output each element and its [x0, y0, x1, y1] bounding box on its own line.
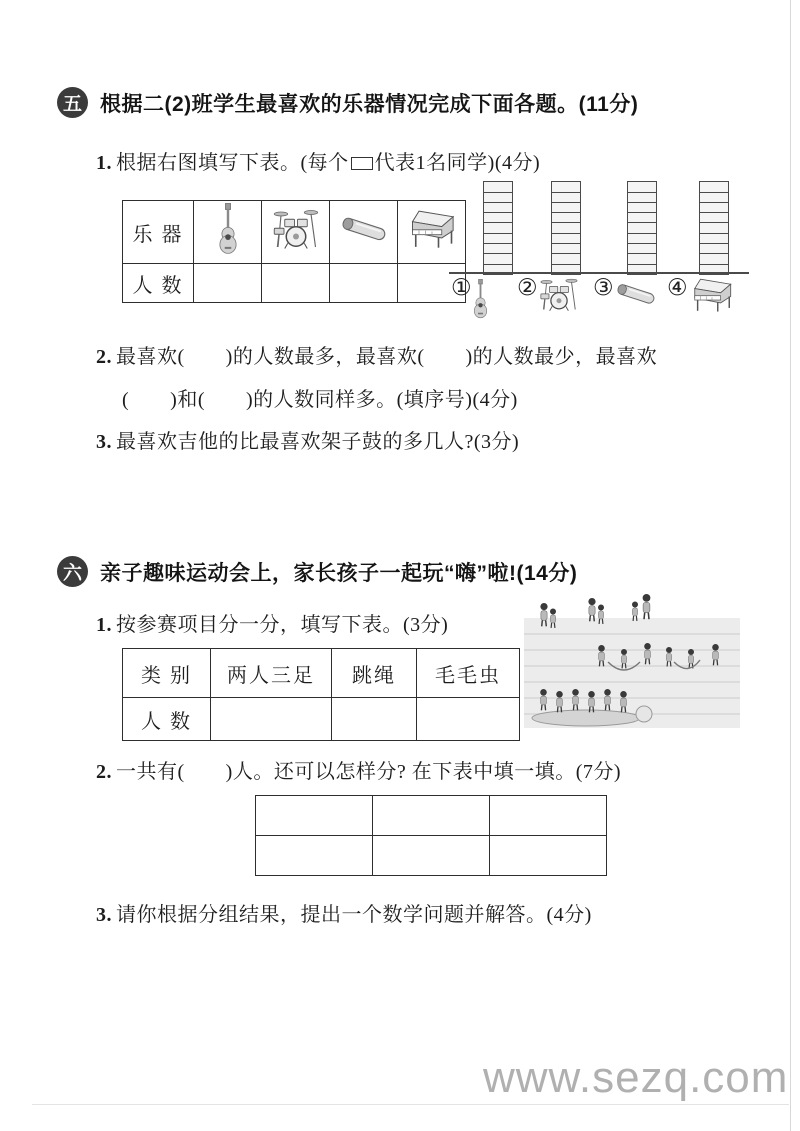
section-five-header [57, 87, 638, 118]
chart-column-piano [699, 181, 729, 274]
instrument-cell-guitar [194, 201, 262, 264]
pictograph-chart [451, 178, 755, 318]
instrument-cell-drum-kit [262, 201, 330, 264]
answer-cell [256, 836, 373, 876]
question-number: 1. [96, 152, 112, 174]
drum-kit-icon [272, 207, 320, 251]
answer-cell [373, 796, 490, 836]
section6-question2 [96, 755, 621, 784]
guitar-icon [473, 279, 488, 319]
question-number: 2. [96, 346, 112, 368]
section-five-title: 根据二(2)班学生最喜欢的乐器情况完成下面各题。(11分) [100, 92, 639, 116]
section5-question3 [96, 425, 519, 454]
question-text: 按参赛项目分一分，填写下表。(3分) [116, 614, 449, 636]
section5-question1 [96, 146, 540, 175]
piano-icon [689, 277, 735, 313]
answer-cell [262, 264, 330, 303]
question-number: 2. [96, 761, 112, 783]
question-text: 最喜欢( )的人数最多，最喜欢( )的人数最少，最喜欢 [116, 346, 658, 368]
chart-label-flute [593, 277, 657, 307]
section6-question1 [96, 608, 448, 637]
circled-number-2: ② [517, 275, 538, 301]
question-number: 1. [96, 614, 112, 636]
circled-number-1: ① [451, 275, 472, 301]
answer-cell [490, 836, 607, 876]
parent-child-games-illustration [524, 592, 740, 732]
circled-number-3: ③ [593, 275, 614, 301]
instrument-cell-flute [330, 201, 398, 264]
circled-number-4: ④ [667, 275, 688, 301]
question-text: 最喜欢吉他的比最喜欢架子鼓的多几人?(3分) [116, 431, 520, 453]
table-header-count: 人 数 [123, 698, 211, 741]
section-six-header [57, 556, 577, 587]
answer-cell [490, 796, 607, 836]
question-text-before: 根据右图填写下表。(每个 [116, 152, 349, 174]
chart-column-guitar [483, 181, 513, 274]
section-six-title: 亲子趣味运动会上，家长孩子一起玩“嗨”啦!(14分) [100, 561, 578, 585]
chart-baseline [449, 272, 749, 274]
category-count-table [122, 648, 520, 741]
watermark: www.sezq.com [483, 1053, 789, 1102]
table-header-caterpillar: 毛毛虫 [417, 649, 520, 698]
chart-label-piano [667, 277, 735, 313]
flute-icon [339, 214, 389, 244]
scan-edge-line [790, 0, 791, 1131]
section-six-badge: 六 [57, 556, 88, 587]
square-symbol [351, 157, 373, 170]
question-text: ( )和( )的人数同样多。(填序号)(4分) [122, 389, 518, 411]
scan-edge-line [32, 1104, 789, 1105]
chart-column-flute [627, 181, 657, 274]
answer-cell [417, 698, 520, 741]
answer-cell [330, 264, 398, 303]
answer-cell [256, 796, 373, 836]
question-text: 一共有( )人。还可以怎样分? 在下表中填一填。(7分) [116, 761, 622, 783]
section6-question3 [96, 898, 592, 927]
section-five-badge: 五 [57, 87, 88, 118]
table-header-category: 类 别 [123, 649, 211, 698]
answer-cell [194, 264, 262, 303]
table-header-count: 人 数 [123, 264, 194, 303]
guitar-icon [218, 203, 238, 255]
piano-icon [406, 209, 458, 249]
blank-regroup-table [255, 795, 607, 876]
answer-cell [211, 698, 332, 741]
table-header-instrument: 乐 器 [123, 201, 194, 264]
flute-icon [615, 281, 657, 307]
chart-label-guitar [451, 277, 488, 319]
drum-kit-icon [539, 277, 579, 312]
instrument-count-table [122, 200, 466, 303]
table-header-jump-rope: 跳绳 [332, 649, 417, 698]
section5-question2-line2 [122, 383, 518, 412]
chart-column-drum-kit [551, 181, 581, 274]
answer-cell [332, 698, 417, 741]
question-number: 3. [96, 431, 112, 453]
answer-cell [373, 836, 490, 876]
question-number: 3. [96, 904, 112, 926]
section5-question2-line1 [96, 340, 657, 369]
chart-label-drum-kit [517, 277, 579, 312]
question-text: 请你根据分组结果，提出一个数学问题并解答。(4分) [116, 904, 592, 926]
table-header-three-legged: 两人三足 [211, 649, 332, 698]
question-text-after: 代表1名同学)(4分) [374, 152, 541, 174]
